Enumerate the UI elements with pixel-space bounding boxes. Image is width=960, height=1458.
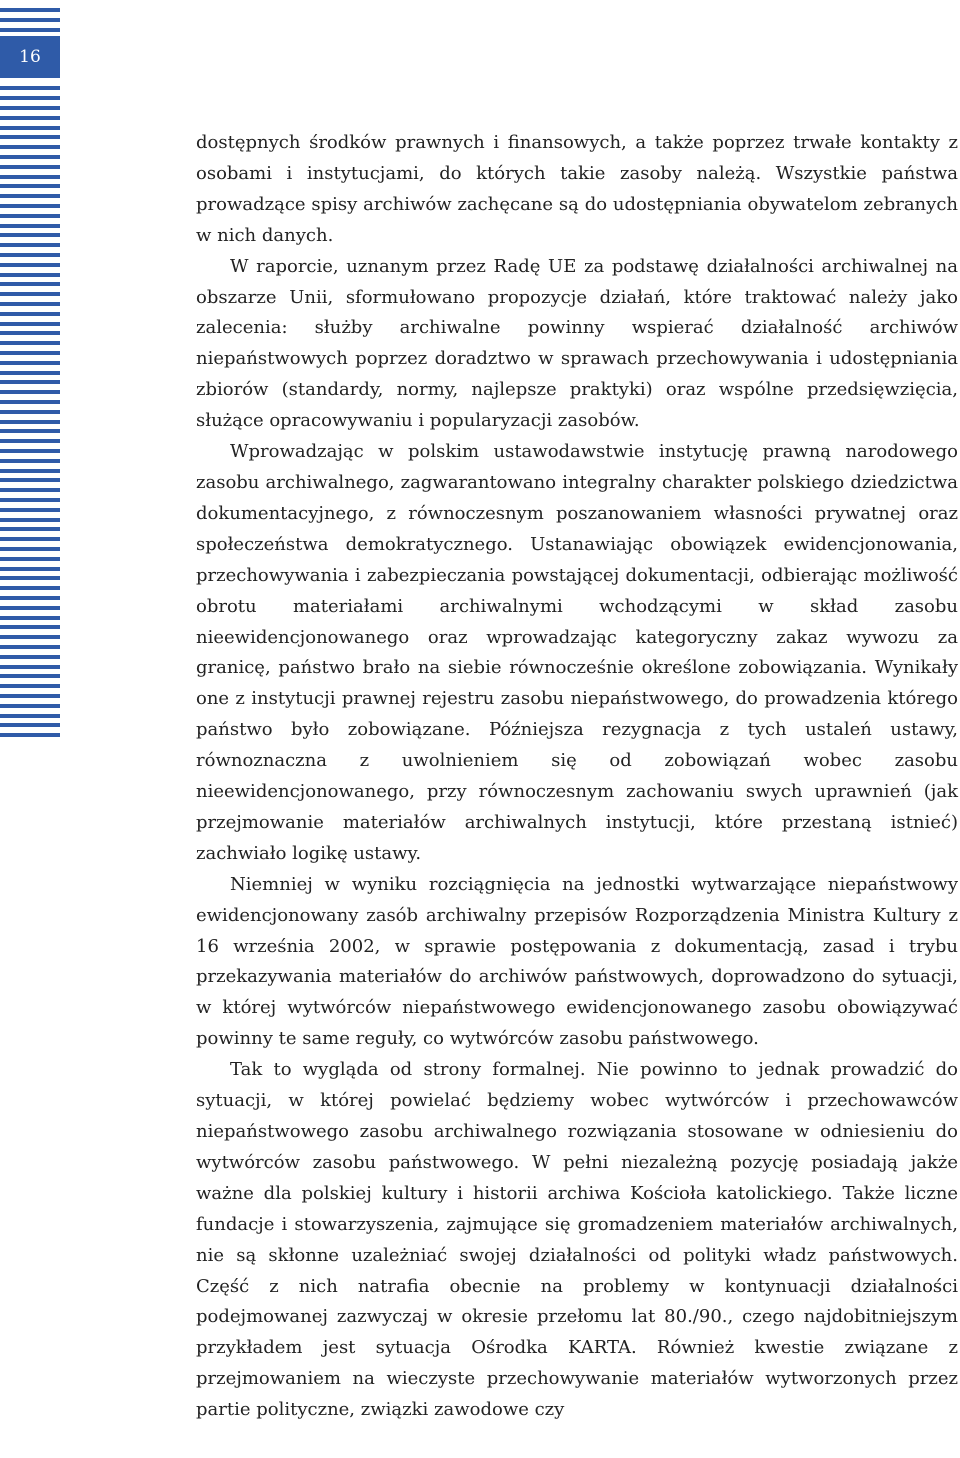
stripe	[0, 459, 60, 463]
stripe	[0, 8, 60, 12]
stripe	[0, 498, 60, 502]
stripe	[0, 165, 60, 169]
stripe	[0, 694, 60, 698]
stripe	[0, 331, 60, 335]
paragraph-2: W raporcie, uznanym przez Radę UE za podstawę działalności archiwalnej na obszarze Unii, sformułowano propozycje działań, które traktować należy jako zalecenia: służby archiwalne powinny wspierać działalność archiwów niepaństwowych poprzez doradztwo w sprawach przechowywania i udostępniania zbiorów (standardy, normy, najlepsze praktyki) oraz wspólne przedsięwzięcia, służące opracowywaniu i popularyzacji zasobów.	[196, 255, 958, 432]
stripe	[0, 106, 60, 110]
stripe	[0, 371, 60, 375]
stripe	[0, 28, 60, 32]
stripe	[0, 616, 60, 620]
stripe	[0, 204, 60, 208]
stripe	[0, 253, 60, 257]
stripe	[0, 596, 60, 600]
stripe	[0, 322, 60, 326]
stripe	[0, 224, 60, 228]
stripe	[0, 625, 60, 629]
stripe	[0, 606, 60, 610]
stripe	[0, 233, 60, 237]
decorative-stripes	[0, 0, 60, 740]
stripe	[0, 733, 60, 737]
stripe	[0, 400, 60, 404]
stripe	[0, 567, 60, 571]
stripe	[0, 537, 60, 541]
stripe	[0, 282, 60, 286]
page-number-box	[0, 36, 60, 78]
stripe	[0, 684, 60, 688]
stripe	[0, 175, 60, 179]
stripe	[0, 126, 60, 130]
stripe	[0, 273, 60, 277]
stripe	[0, 135, 60, 139]
stripe	[0, 243, 60, 247]
stripe	[0, 518, 60, 522]
page-number: 16	[19, 47, 41, 67]
stripe	[0, 527, 60, 531]
stripe	[0, 488, 60, 492]
stripe	[0, 292, 60, 296]
stripe	[0, 586, 60, 590]
stripe	[0, 478, 60, 482]
stripe	[0, 439, 60, 443]
paragraph-3: Wprowadzając w polskim ustawodawstwie instytucję prawną narodowego zasobu archiwalnego, zagwarantowano integralny charakter polskiego dziedzictwa dokumentacyjnego, z równoczesnym poszanowaniem własności prywatnej oraz społeczeństwa demokratycznego. Ustanawiając obowiązek ewidencjonowania, przechowywania i zabezpieczania powstającej dokumentacji, odbierając możliwość obrotu materiałami archiwalnymi wchodzącymi w skład zasobu nieewidencjonowanego oraz wprowadzając kategoryczny zakaz wywozu za granicę, państwo brało na siebie równocześnie określone zobowiązania. Wynikały one z instytucji prawnej rejestru zasobu niepaństwowego, do prowadzenia którego państwo było zobowiązane. Późniejsza rezygnacja z tych ustaleń ustawy, równoznaczna z uwolnieniem się od zobowiązań wobec zasobu nieewidencjonowanego, przy równoczesnym zachowaniu swych uprawnień (jak przejmowanie materiałów archiwalnych instytucji, które przestaną istnieć) zachwiało logikę ustawy.	[196, 441, 958, 864]
stripe	[0, 723, 60, 727]
stripe	[0, 116, 60, 120]
stripe	[0, 155, 60, 159]
stripe	[0, 145, 60, 149]
stripe	[0, 341, 60, 345]
stripe	[0, 469, 60, 473]
stripe	[0, 214, 60, 218]
stripe	[0, 194, 60, 198]
stripe	[0, 655, 60, 659]
stripe	[0, 557, 60, 561]
stripe	[0, 390, 60, 394]
paragraph-4: Niemniej w wyniku rozciągnięcia na jednostki wytwarzające niepaństwowy ewidencjonowany zasób archiwalny przepisów Rozporządzenia Ministra Kultury z 16 września 2002, w sprawie postępowania z dokumentacją, zasad i trybu przekazywania materiałów do archiwów państwowych, doprowadzono do sytuacji, w której wytwórców niepaństwowego ewidencjonowanego zasobu obowiązywać powinny te same reguły, co wytwórców zasobu państwowego.	[196, 873, 958, 1050]
stripe	[0, 576, 60, 580]
stripe	[0, 420, 60, 424]
stripe	[0, 665, 60, 669]
stripe	[0, 674, 60, 678]
stripe	[0, 429, 60, 433]
stripe	[0, 547, 60, 551]
stripe	[0, 86, 60, 90]
stripe	[0, 645, 60, 649]
stripe	[0, 184, 60, 188]
stripe	[0, 508, 60, 512]
stripe	[0, 714, 60, 718]
body-text	[196, 128, 958, 1426]
stripe	[0, 96, 60, 100]
stripe	[0, 635, 60, 639]
stripe	[0, 361, 60, 365]
stripe	[0, 380, 60, 384]
stripe	[0, 351, 60, 355]
stripe	[0, 410, 60, 414]
paragraph-1: dostępnych środków prawnych i finansowych, a także poprzez trwałe kontakty z osobami i instytucjami, do których takie zasoby należą. Wszystkie państwa prowadzące spisy archiwów zachęcane są do udostępniania obywatelom zebranych w nich danych.	[196, 132, 958, 246]
stripe	[0, 449, 60, 453]
stripe	[0, 312, 60, 316]
stripe	[0, 704, 60, 708]
stripe	[0, 18, 60, 22]
stripe	[0, 302, 60, 306]
stripe	[0, 263, 60, 267]
paragraph-5: Tak to wygląda od strony formalnej. Nie powinno to jednak prowadzić do sytuacji, w której powielać będziemy wobec wytwórców i przechowawców niepaństwowego zasobu archiwalnego rozwiązania stosowane w odniesieniu do wytwórców zasobu państwowego. W pełni niezależną pozycję posiadają jakże ważne dla polskiej kultury i historii archiwa Kościoła katolickiego. Także liczne fundacje i stowarzyszenia, zajmujące się gromadzeniem materiałów archiwalnych, nie są skłonne uzależniać swojej działalności od polityki władz państwowych. Część z nich natrafia obecnie na problemy w kontynuacji działalności podejmowanej zazwyczaj w okresie przełomu lat 80./90., czego najdobitniejszym przykładem jest sytuacja Ośrodka KARTA. Również kwestie związane z przejmowaniem na wieczyste przechowywanie materiałów wytworzonych przez partie polityczne, związki zawodowe czy	[196, 1059, 958, 1421]
